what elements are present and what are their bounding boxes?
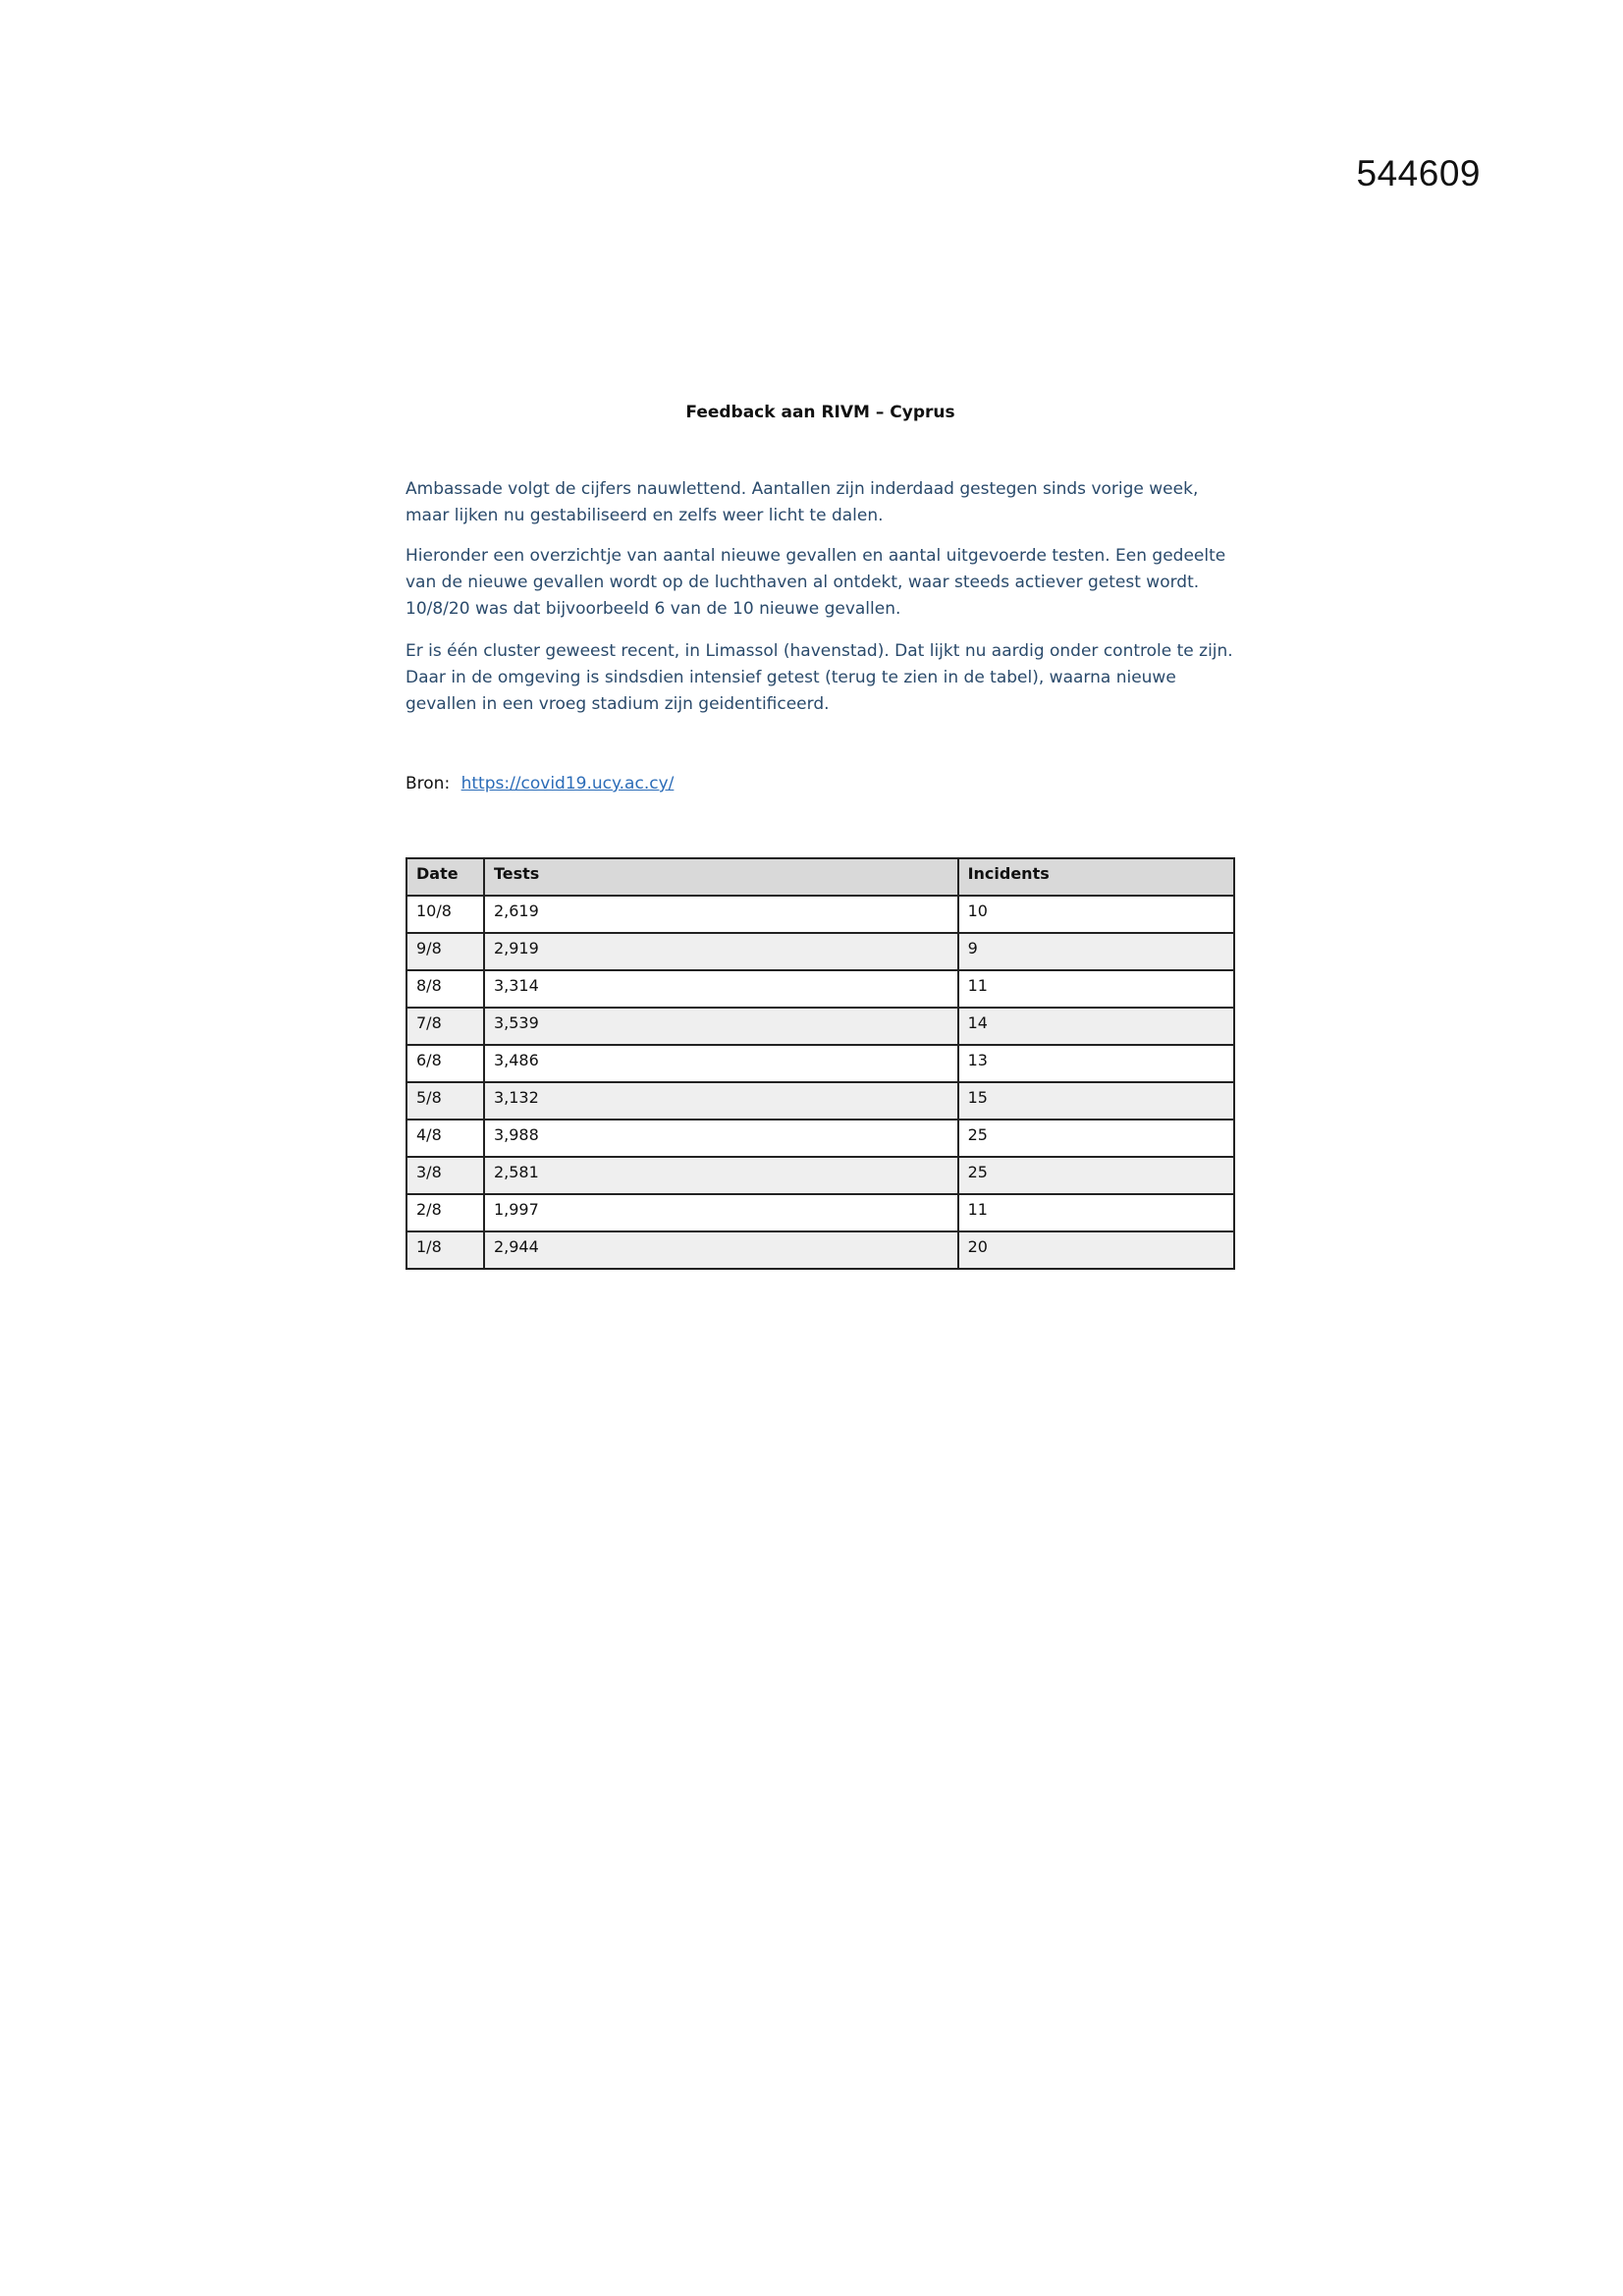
- header-tests: Tests: [484, 858, 958, 896]
- cell-date: 6/8: [406, 1045, 484, 1082]
- cell-tests: 2,581: [484, 1157, 958, 1194]
- cell-incidents: 11: [958, 1194, 1234, 1231]
- cell-tests: 3,132: [484, 1082, 958, 1120]
- cell-tests: 3,988: [484, 1120, 958, 1157]
- table-row: [406, 1045, 1234, 1082]
- cell-incidents: 20: [958, 1231, 1234, 1269]
- source-label: Bron:: [406, 774, 451, 793]
- cell-incidents: 14: [958, 1008, 1234, 1045]
- document-number: 544609: [1356, 153, 1481, 193]
- table-row: [406, 1194, 1234, 1231]
- paragraph-2: Hieronder een overzichtje van aantal nieuwe gevallen en aantal uitgevoerde testen. Een gedeelte van de nieuwe gevallen wordt op de luchthaven al ontdekt, waar steeds actiever getest wordt. 10/8/20 was dat bijvoorbeeld 6 van de 10 nieuwe gevallen.: [406, 546, 1226, 619]
- header-incidents: Incidents: [958, 858, 1234, 896]
- cell-date: 9/8: [406, 933, 484, 970]
- table-row: [406, 1008, 1234, 1045]
- table-row: [406, 1120, 1234, 1157]
- table-row: [406, 933, 1234, 970]
- cell-incidents: 25: [958, 1157, 1234, 1194]
- cell-incidents: 25: [958, 1120, 1234, 1157]
- table-row: [406, 1231, 1234, 1269]
- cell-date: 5/8: [406, 1082, 484, 1120]
- cell-tests: 3,314: [484, 970, 958, 1008]
- cell-incidents: 11: [958, 970, 1234, 1008]
- cell-incidents: 10: [958, 896, 1234, 933]
- cell-date: 7/8: [406, 1008, 484, 1045]
- paragraph-3: Er is één cluster geweest recent, in Limassol (havenstad). Dat lijkt nu aardig onder controle te zijn. Daar in de omgeving is sindsdien intensief getest (terug te zien in de tabel), waarna nieuwe gevallen in een vroeg stadium zijn geidentificeerd.: [406, 641, 1233, 714]
- cell-tests: 3,539: [484, 1008, 958, 1045]
- cell-date: 3/8: [406, 1157, 484, 1194]
- cell-incidents: 13: [958, 1045, 1234, 1082]
- table-row: [406, 1157, 1234, 1194]
- table-row: [406, 970, 1234, 1008]
- cell-tests: 1,997: [484, 1194, 958, 1231]
- document-title: Feedback aan RIVM – Cyprus: [685, 403, 955, 422]
- cell-date: 2/8: [406, 1194, 484, 1231]
- cell-incidents: 9: [958, 933, 1234, 970]
- cell-date: 10/8: [406, 896, 484, 933]
- table-header-row: [406, 858, 1234, 896]
- header-date: Date: [406, 858, 484, 896]
- cell-date: 4/8: [406, 1120, 484, 1157]
- paragraph-1: Ambassade volgt de cijfers nauwlettend. Aantallen zijn inderdaad gestegen sinds vorige week, maar lijken nu gestabiliseerd en zelfs weer licht te dalen.: [406, 479, 1199, 525]
- data-table: [406, 857, 1235, 1270]
- cell-tests: 2,619: [484, 896, 958, 933]
- cell-tests: 3,486: [484, 1045, 958, 1082]
- cell-date: 1/8: [406, 1231, 484, 1269]
- source-line: [406, 774, 674, 793]
- table-row: [406, 1082, 1234, 1120]
- source-link[interactable]: https://covid19.ucy.ac.cy/: [460, 774, 675, 793]
- table-row: [406, 896, 1234, 933]
- cell-incidents: 15: [958, 1082, 1234, 1120]
- cell-tests: 2,944: [484, 1231, 958, 1269]
- cell-tests: 2,919: [484, 933, 958, 970]
- cell-date: 8/8: [406, 970, 484, 1008]
